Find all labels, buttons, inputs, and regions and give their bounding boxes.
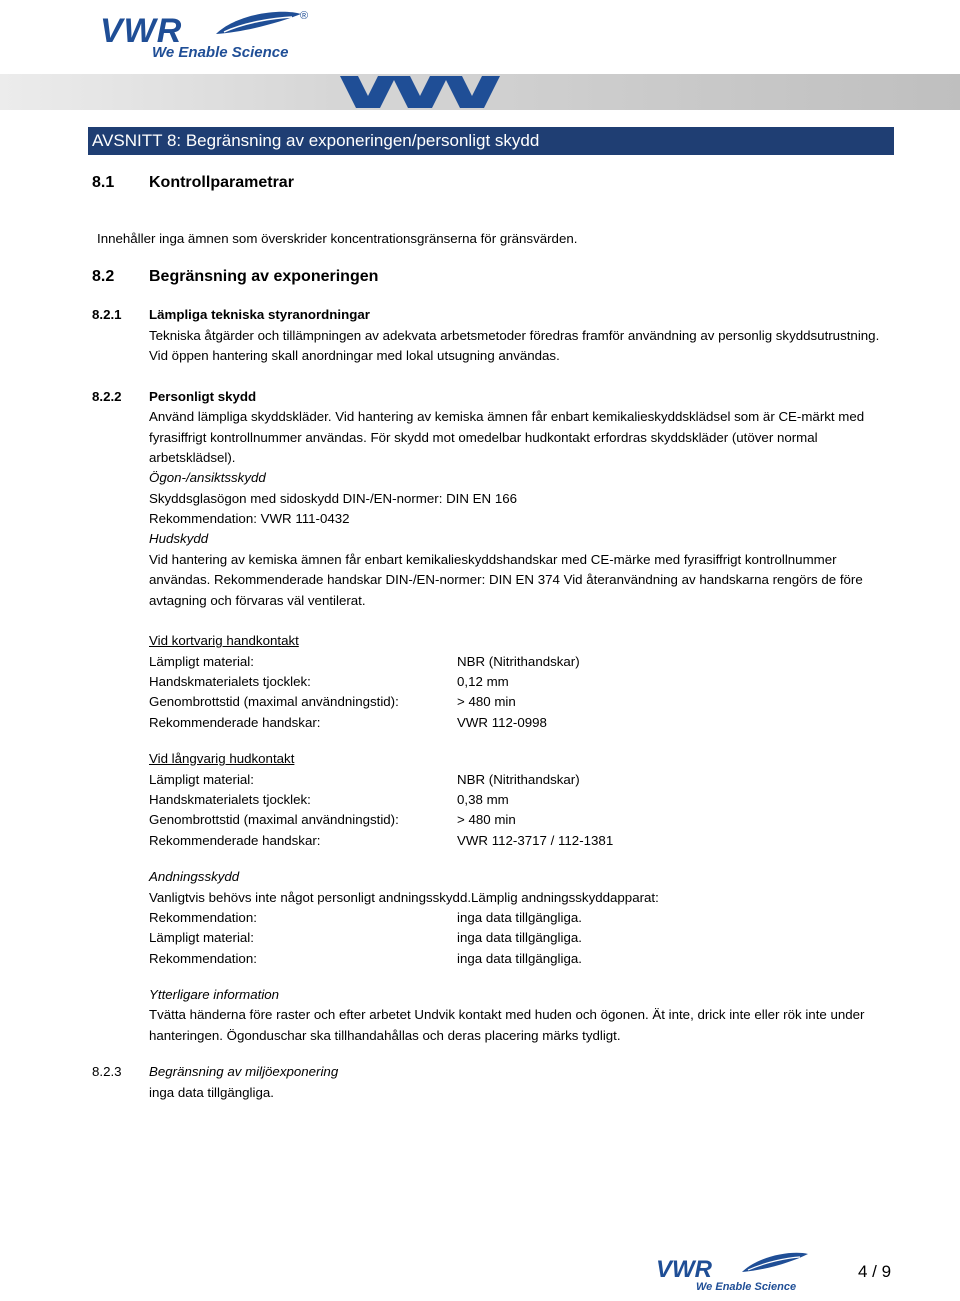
skin-protection-title: Hudskydd	[149, 531, 209, 546]
footer-logo	[654, 1250, 814, 1296]
resp-row-value: inga data tillgängliga.	[457, 930, 582, 945]
resp-row-value: inga data tillgängliga.	[457, 910, 582, 925]
short-row-value: 0,12 mm	[457, 674, 509, 689]
long-row-value: NBR (Nitrithandskar)	[457, 772, 580, 787]
resp-row-value: inga data tillgängliga.	[457, 951, 582, 966]
s821-number: 8.2.1	[92, 307, 122, 322]
s81-number: 8.1	[92, 174, 115, 191]
logo-tagline: We Enable Science	[152, 44, 289, 61]
respiratory-line: Vanligtvis behövs inte något personligt andningsskydd.Lämplig andningsskyddapparat:	[149, 890, 659, 905]
section-title: AVSNITT 8: Begränsning av exponeringen/personligt skydd	[88, 127, 894, 155]
s821-title: Lämpliga tekniska styranordningar	[149, 307, 370, 322]
s823-number: 8.2.3	[92, 1064, 122, 1079]
skin-protection-line2: användas. Rekommenderade handskar DIN-/EN-normer: DIN EN 374 Vid återanvändning av handskarna rengörs de före	[149, 572, 863, 587]
s82-title: Begränsning av exponeringen	[149, 268, 379, 285]
long-row-label: Rekommenderade handskar:	[149, 833, 321, 848]
short-row-value: > 480 min	[457, 694, 516, 709]
s822-intro-line1: Använd lämpliga skyddskläder. Vid hantering av kemiska ämnen får enbart kemikalieskyddsklädsel som är CE-märkt med	[149, 409, 865, 424]
logo-wordmark: VWR	[100, 12, 183, 50]
skin-protection-line3: avtagning och förvaras väl ventilerat.	[149, 593, 366, 608]
header-band	[0, 70, 960, 114]
respiratory-title: Andningsskydd	[149, 869, 240, 884]
s823-text: inga data tillgängliga.	[149, 1085, 274, 1100]
header-logo	[96, 8, 316, 64]
short-contact-title: Vid kortvarig handkontakt	[149, 633, 299, 648]
s822-title: Personligt skydd	[149, 389, 257, 404]
long-row-value: 0,38 mm	[457, 792, 509, 807]
long-row-label: Handskmaterialets tjocklek:	[149, 792, 311, 807]
long-row-label: Lämpligt material:	[149, 772, 254, 787]
short-row-label: Genombrottstid (maximal användningstid):	[149, 694, 399, 709]
long-row-value: VWR 112-3717 / 112-1381	[457, 833, 614, 848]
short-row-value: NBR (Nitrithandskar)	[457, 654, 580, 669]
short-row-value: VWR 112-0998	[457, 715, 547, 730]
s822-number: 8.2.2	[92, 389, 122, 404]
s822-intro-line2: fyrasiffrigt kontrollnummer användas. För skydd mot omedelbar hudkontakt erfordras skyddskläder (utöver normal	[149, 430, 818, 445]
long-contact-title: Vid långvarig hudkontakt	[149, 751, 295, 766]
chevron-pattern-icon	[0, 70, 960, 114]
s821-line2: Vid öppen hantering skall anordningar med lokal utsugning användas.	[149, 348, 560, 363]
long-row-label: Genombrottstid (maximal användningstid):	[149, 812, 399, 827]
footer-logo-tagline: We Enable Science	[696, 1281, 797, 1293]
more-info-line2: hanteringen. Ögonduschar ska tillhandahållas och deras placering märks tydligt.	[149, 1028, 621, 1043]
s823-title: Begränsning av miljöexponering	[149, 1064, 339, 1079]
s821-line1: Tekniska åtgärder och tillämpningen av adekvata arbetsmetoder föredras framför användning av personlig skyddsutrustning.	[149, 328, 880, 343]
resp-row-label: Rekommendation:	[149, 951, 257, 966]
skin-protection-line1: Vid hantering av kemiska ämnen får enbart kemikalieskyddshandskar med CE-märke med fyrasiffrigt kontrollnummer	[149, 552, 837, 567]
short-row-label: Rekommenderade handskar:	[149, 715, 321, 730]
eye-protection-title: Ögon-/ansiktsskydd	[149, 470, 266, 485]
long-row-value: > 480 min	[457, 812, 516, 827]
s81-title: Kontrollparametrar	[149, 174, 294, 191]
short-row-label: Handskmaterialets tjocklek:	[149, 674, 311, 689]
more-info-title: Ytterligare information	[149, 987, 280, 1002]
s822-intro-line3: arbetsklädsel).	[149, 450, 236, 465]
resp-row-label: Rekommendation:	[149, 910, 257, 925]
resp-row-label: Lämpligt material:	[149, 930, 254, 945]
eye-protection-line2: Rekommendation: VWR 111-0432	[149, 511, 350, 526]
page-number: 4 / 9	[858, 1262, 892, 1281]
s81-text: Innehåller inga ämnen som överskrider koncentrationsgränserna för gränsvärden.	[97, 231, 578, 246]
short-row-label: Lämpligt material:	[149, 654, 254, 669]
more-info-line1: Tvätta händerna före raster och efter arbetet Undvik kontakt med huden och ögonen. Ät inte, drick inte eller rök inte under	[149, 1007, 865, 1022]
eye-protection-line1: Skyddsglasögon med sidoskydd DIN-/EN-normer: DIN EN 166	[149, 491, 518, 506]
s82-number: 8.2	[92, 268, 115, 285]
footer-logo-wordmark: VWR	[656, 1256, 712, 1283]
logo-registered: ®	[300, 10, 309, 22]
